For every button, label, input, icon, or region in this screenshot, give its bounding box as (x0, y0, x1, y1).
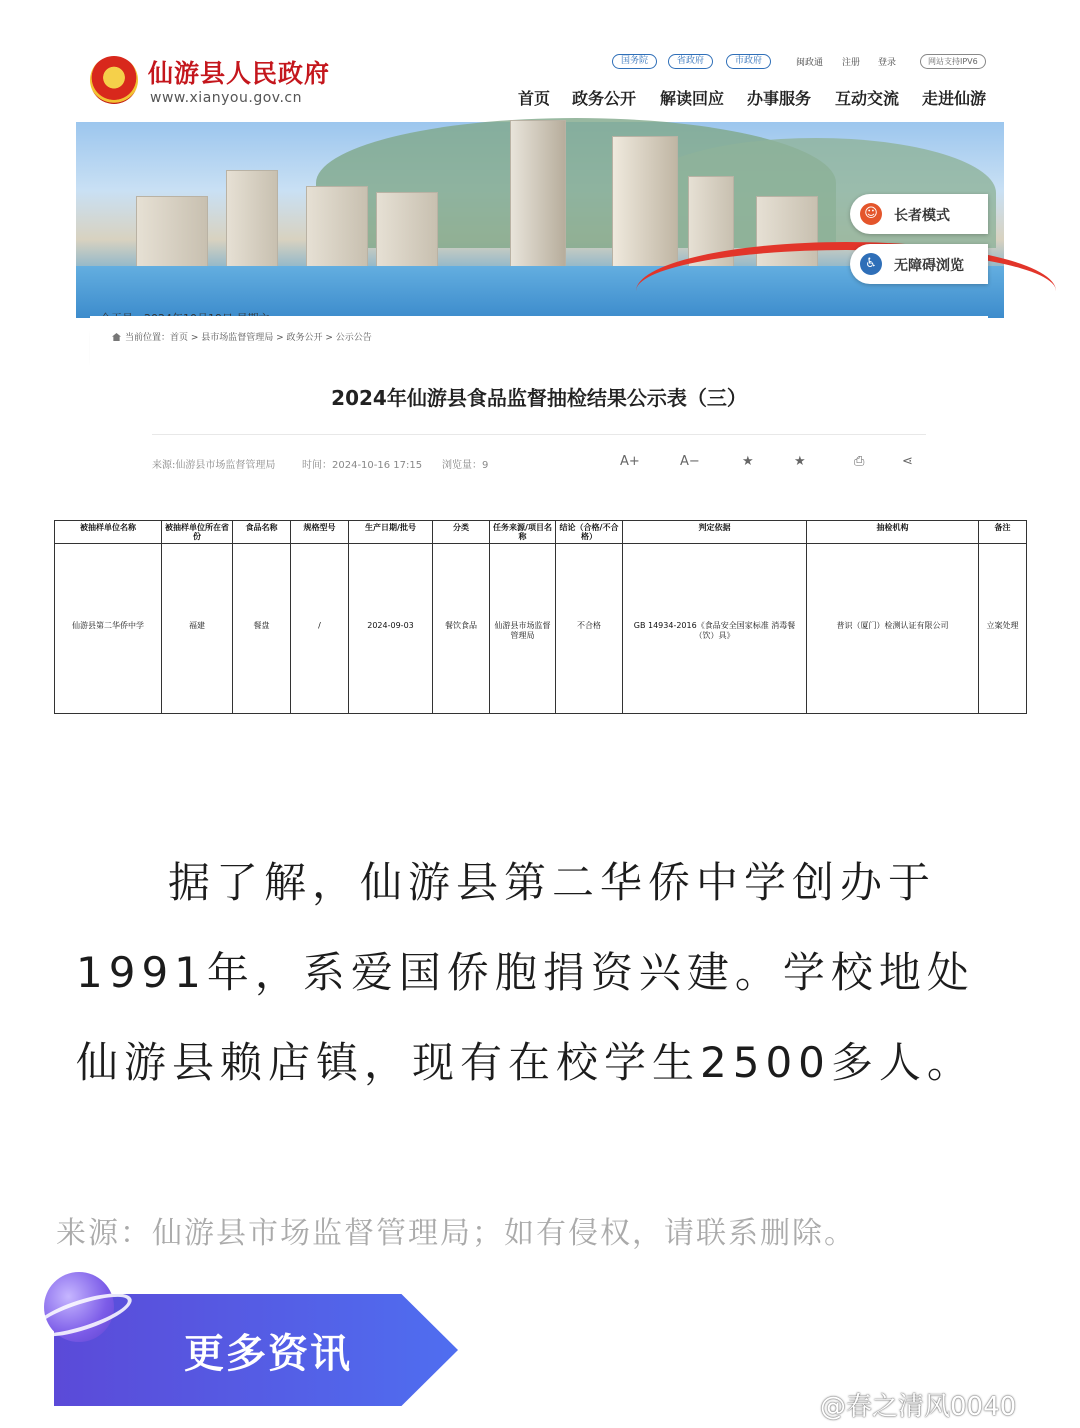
table-cell: 普识（厦门）检测认证有限公司 (836, 621, 949, 630)
nav-gov-affairs[interactable]: 政务公开 (572, 89, 637, 108)
table-col-basis (623, 521, 807, 713)
table-header: 被抽样单位所在省份 (165, 523, 229, 541)
table-col-date (349, 521, 433, 713)
home-icon (112, 333, 121, 341)
nav-interaction[interactable]: 互动交流 (835, 89, 900, 108)
login-link[interactable]: 登录 (878, 58, 897, 68)
divider (152, 434, 926, 435)
table-header: 结论（合格/不合格） (559, 523, 619, 541)
site-title: 仙游县人民政府 (148, 59, 331, 88)
article-title: 2024年仙游县食品监督抽检结果公示表（三） (331, 386, 747, 410)
body-paragraph: 据了解，仙游县第二华侨中学创办于1991年，系爱国侨胞捐资兴建。学校地处仙游县赖店镇，现有在校学生2500多人。 (76, 858, 975, 1087)
table-cell: 立案处理 (986, 621, 1019, 630)
table-col-task (490, 521, 556, 713)
table-col-remark (979, 521, 1026, 713)
nav-services[interactable]: 办事服务 (747, 89, 812, 108)
inspection-result-table (54, 520, 1027, 714)
top-link-minzhengtong[interactable]: 闽政通 (796, 58, 824, 68)
breadcrumb-text[interactable]: 当前位置：首页 > 县市场监督管理局 > 政务公开 > 公示公告 (125, 333, 372, 343)
elder-icon: ☺ (860, 203, 882, 225)
weibo-watermark: @春之清风0040 (820, 1392, 1017, 1422)
table-cell: GB 14934-2016《食品安全国家标准 消毒餐（饮）具》 (633, 621, 796, 640)
city-banner-image (76, 122, 1004, 318)
font-decrease-button[interactable]: A− (680, 454, 700, 469)
table-cell: 仙游县市场监督管理局 (494, 621, 551, 640)
table-cell: 餐盘 (253, 621, 270, 630)
accessibility-button[interactable] (850, 244, 988, 284)
table-col-conclusion (556, 521, 623, 713)
table-cell: 2024-09-03 (367, 621, 414, 630)
table-cell: 福建 (189, 621, 205, 630)
top-link-state-council[interactable]: 国务院 (612, 54, 657, 69)
table-header: 抽检机构 (876, 523, 909, 532)
article-time: 时间：2024-10-16 17:15 (302, 460, 423, 471)
table-cell: 餐饮食品 (445, 621, 477, 630)
table-col-province (162, 521, 233, 713)
more-news-label: 更多资讯 (184, 1331, 352, 1377)
table-header: 判定依据 (698, 523, 731, 532)
nav-interpretation[interactable]: 解读回应 (660, 89, 725, 108)
article-views: 浏览量：9 (442, 460, 489, 471)
table-header: 任务来源/项目名称 (493, 523, 552, 541)
table-cell: 不合格 (577, 621, 601, 630)
national-emblem-icon (90, 56, 138, 104)
bookmark-icon[interactable]: ★ (794, 454, 806, 469)
accessibility-icon: ♿ (860, 253, 882, 275)
accessibility-label: 无障碍浏览 (894, 258, 964, 274)
top-link-province[interactable]: 省政府 (668, 54, 713, 69)
table-col-spec (291, 521, 349, 713)
nav-home[interactable]: 首页 (518, 89, 551, 108)
table-cell: / (318, 621, 321, 630)
table-header: 备注 (994, 523, 1011, 532)
table-header: 分类 (453, 523, 469, 532)
source-note: 来源：仙游县市场监督管理局；如有侵权，请联系删除。 (56, 1216, 856, 1251)
favorite-icon[interactable]: ★ (742, 454, 754, 469)
nav-about-xianyou[interactable]: 走进仙游 (922, 89, 987, 108)
ipv6-badge: 网站支持IPV6 (920, 54, 986, 69)
table-col-food (233, 521, 291, 713)
table-header: 食品名称 (245, 523, 278, 532)
gov-site-screenshot (76, 18, 1004, 488)
top-link-city[interactable]: 市政府 (726, 54, 771, 69)
table-header: 规格型号 (303, 523, 336, 532)
share-icon[interactable]: ⋖ (902, 454, 913, 469)
table-header: 被抽样单位名称 (80, 523, 136, 532)
table-header: 生产日期/批号 (365, 523, 416, 532)
article-source: 来源:仙游县市场监督管理局 (152, 460, 276, 471)
more-news-button[interactable] (54, 1294, 458, 1406)
table-col-agency (807, 521, 979, 713)
table-col-category (433, 521, 490, 713)
print-icon[interactable]: ⎙ (854, 454, 865, 469)
elder-mode-button[interactable] (850, 194, 988, 234)
article-panel (90, 316, 988, 488)
font-increase-button[interactable]: A+ (620, 454, 640, 469)
site-url[interactable]: www.xianyou.gov.cn (150, 90, 302, 106)
table-cell: 仙游县第二华侨中学 (72, 621, 144, 630)
breadcrumb (112, 330, 372, 343)
register-link[interactable]: 注册 (842, 58, 861, 68)
elder-mode-label: 长者模式 (894, 208, 950, 224)
table-col-unit (55, 521, 162, 713)
